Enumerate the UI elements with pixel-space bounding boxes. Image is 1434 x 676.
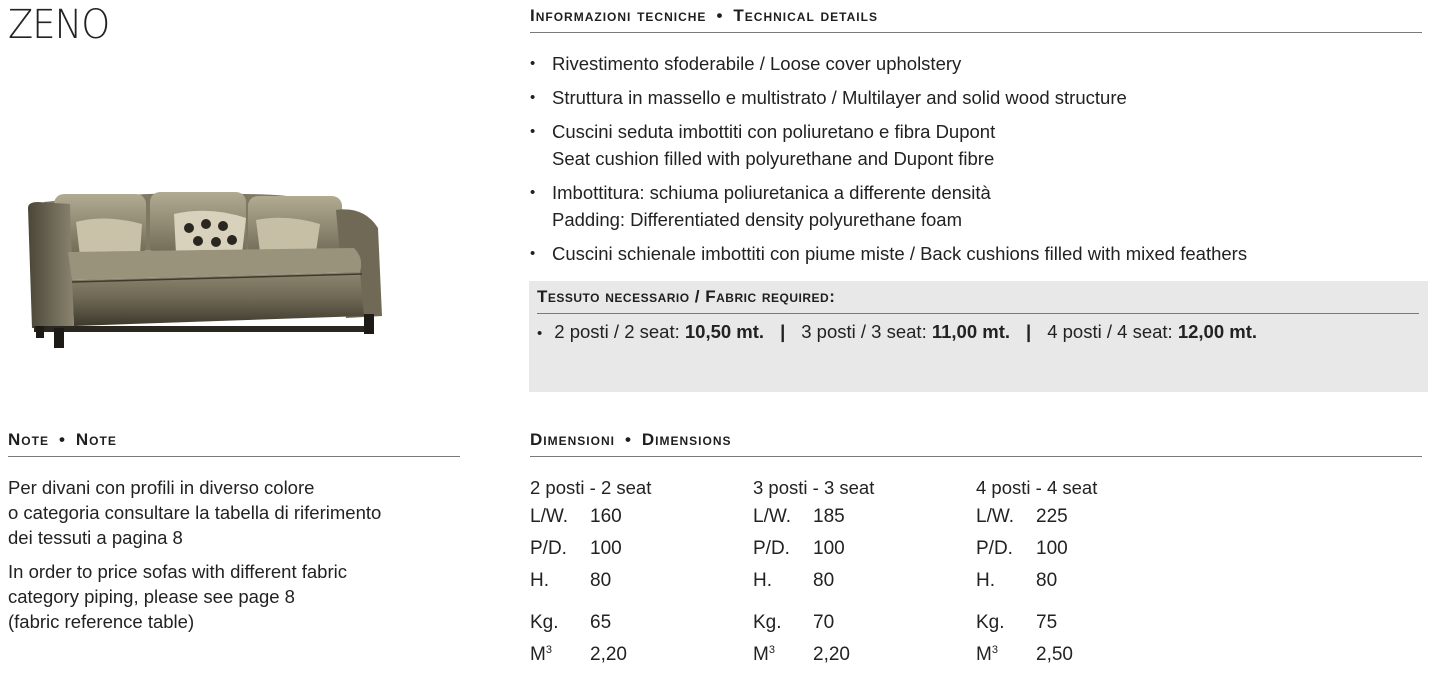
heading-it: Dimensioni [530, 430, 615, 449]
heading-it: Informazioni tecniche [530, 6, 707, 25]
dimensions-heading [530, 430, 1422, 457]
weight-label: Kg. [976, 612, 1005, 633]
note-line: dei tessuti a pagina 8 [8, 527, 183, 548]
width-value: 225 [1036, 506, 1068, 527]
fabric-required-heading: Tessuto necessario / Fabric required: [537, 287, 1419, 314]
depth-label: P/D. [753, 538, 790, 559]
list-item [530, 118, 1422, 172]
height-value: 80 [590, 570, 612, 591]
fabric-label: 3 posti / 3 seat: [801, 321, 932, 342]
width-label: L/W. [976, 506, 1015, 527]
list-item-text: Rivestimento sfoderabile / Loose cover upholstery [552, 53, 962, 74]
volume-label: $M^3$ [753, 644, 775, 665]
weight-label: Kg. [753, 612, 782, 633]
list-item-text: Cuscini schienale imbottiti con piume miste / Back cushions filled with mixed feathers [552, 243, 1248, 264]
fabric-value: 11,00 mt. [931, 321, 1011, 342]
height-row [530, 565, 750, 597]
width-label: L/W. [530, 506, 569, 527]
column-caption: 3 posti - 3 seat [753, 477, 875, 498]
width-row [530, 501, 750, 533]
width-row [976, 501, 1196, 533]
list-item [530, 240, 1422, 267]
weight-row [753, 607, 973, 639]
depth-value: 100 [813, 538, 845, 559]
height-row [753, 565, 973, 597]
sofa-image [24, 188, 386, 350]
note-paragraph-it [8, 475, 468, 550]
volume-value: 2,50 [1036, 644, 1073, 665]
heading-en: Dimensions [641, 430, 732, 449]
volume-label: $M^3$ [976, 644, 998, 665]
heading-en: Note [75, 430, 117, 449]
note-line: Per divani con profili in diverso colore [8, 477, 315, 498]
note-heading [8, 430, 460, 457]
depth-value: 100 [590, 538, 622, 559]
height-label: H. [753, 570, 772, 591]
width-value: 160 [590, 506, 622, 527]
separator: | [780, 321, 786, 342]
volume-row [976, 639, 1196, 671]
weight-row [976, 607, 1196, 639]
technical-details-heading [530, 6, 1422, 33]
list-item-text: Padding: Differentiated density polyurethane foam [552, 209, 963, 230]
column-caption: 2 posti - 2 seat [530, 477, 652, 498]
list-item-text: Cuscini seduta imbottiti con poliuretano e fibra Dupont [552, 121, 996, 142]
dimension-column-4-seat [976, 475, 1196, 671]
weight-label: Kg. [530, 612, 559, 633]
separator: | [1026, 321, 1032, 342]
volume-label: $M^3$ [530, 644, 552, 665]
list-item [530, 50, 1422, 77]
volume-value: 2,20 [590, 644, 627, 665]
volume-row [530, 639, 750, 671]
depth-row [753, 533, 973, 565]
list-item [530, 84, 1422, 111]
note-paragraph-en [8, 559, 468, 634]
depth-value: 100 [1036, 538, 1068, 559]
column-caption: 4 posti - 4 seat [976, 477, 1098, 498]
list-item-text: Seat cushion filled with polyurethane and Dupont fibre [552, 148, 995, 169]
product-title: ZENO [8, 2, 110, 48]
list-item-text: Struttura in massello e multistrato / Multilayer and solid wood structure [552, 87, 1127, 108]
height-label: H. [976, 570, 995, 591]
list-item [530, 179, 1422, 233]
volume-value: 2,20 [813, 644, 850, 665]
fabric-label: 4 posti / 4 seat: [1047, 321, 1178, 342]
depth-label: P/D. [976, 538, 1013, 559]
technical-details-list [530, 50, 1422, 274]
volume-row [753, 639, 973, 671]
note-line: (fabric reference table) [8, 611, 195, 632]
dimension-column-3-seat [753, 475, 973, 671]
weight-value: 65 [590, 612, 612, 633]
depth-row [530, 533, 750, 565]
depth-row [976, 533, 1196, 565]
heading-en: Technical details [733, 6, 878, 25]
bullet: • [537, 325, 543, 342]
note-line: o categoria consultare la tabella di riferimento [8, 502, 382, 523]
fabric-value: 12,00 mt. [1177, 321, 1258, 342]
weight-value: 75 [1036, 612, 1058, 633]
height-value: 80 [1036, 570, 1058, 591]
width-value: 185 [813, 506, 845, 527]
fabric-label: 2 posti / 2 seat: [554, 321, 685, 342]
note-line: category piping, please see page 8 [8, 586, 295, 607]
note-line: In order to price sofas with different fabric [8, 561, 347, 582]
depth-label: P/D. [530, 538, 567, 559]
heading-separator: • [58, 430, 66, 449]
heading-it: Note [8, 430, 49, 449]
height-label: H. [530, 570, 549, 591]
height-row [976, 565, 1196, 597]
fabric-required-box [529, 281, 1428, 392]
note-text [8, 475, 468, 643]
fabric-value: 10,50 mt. [684, 321, 765, 342]
height-value: 80 [813, 570, 835, 591]
heading-separator: • [716, 6, 724, 25]
heading-separator: • [624, 430, 632, 449]
fabric-required-line [537, 321, 1257, 343]
width-label: L/W. [753, 506, 792, 527]
weight-row [530, 607, 750, 639]
weight-value: 70 [813, 612, 835, 633]
dimension-column-2-seat [530, 475, 750, 671]
list-item-text: Imbottitura: schiuma poliuretanica a differente densità [552, 182, 991, 203]
width-row [753, 501, 973, 533]
